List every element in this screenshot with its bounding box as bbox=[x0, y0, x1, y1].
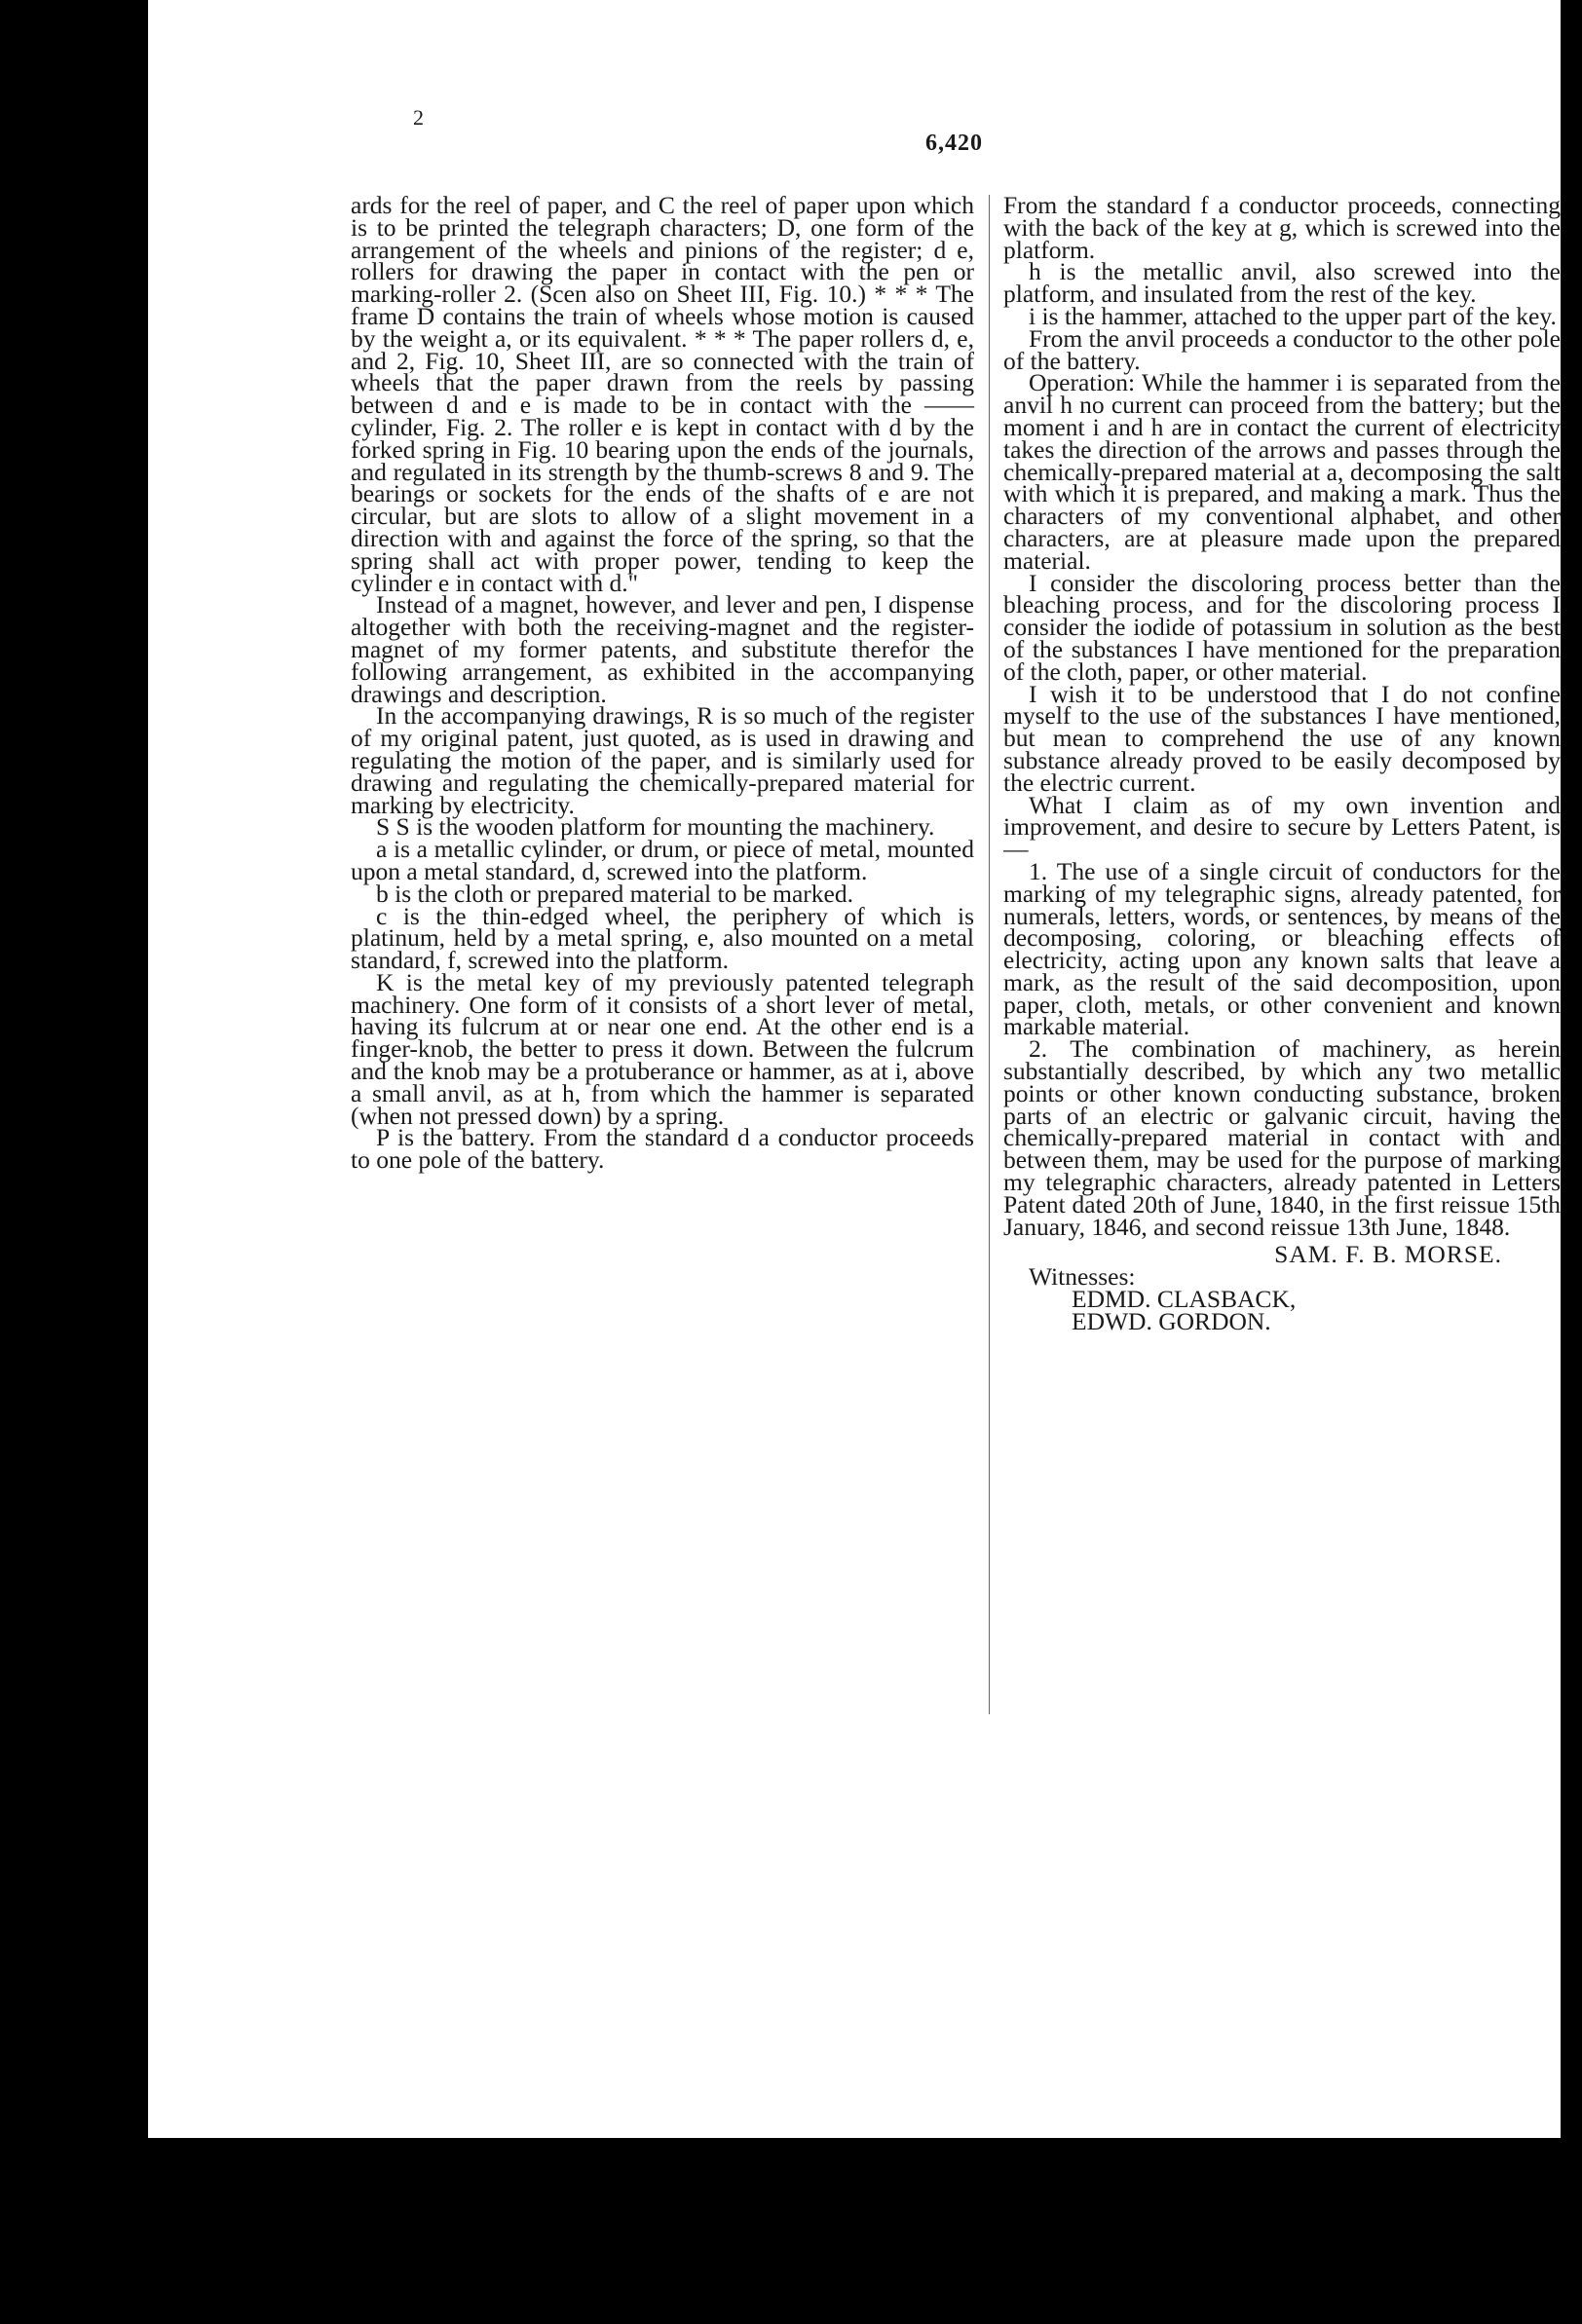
left-column bbox=[351, 191, 974, 1175]
right-column bbox=[1003, 195, 1561, 1333]
paragraph: From the anvil proceeds a conductor to the other pole of the battery. bbox=[1003, 323, 1561, 375]
paragraph: P is the battery. From the standard d a conductor proceeds to one pole of the battery. bbox=[351, 1123, 974, 1175]
witnesses-label: Witnesses: bbox=[1029, 1262, 1136, 1292]
paragraph: From the standard f a conductor proceeds, connecting with the back of the key at g, which is screwed into the platform. bbox=[1003, 195, 1561, 264]
patent-number: 6,420 bbox=[925, 131, 983, 156]
claim-1: 1. The use of a single circuit of conductors for the marking of my telegraphic signs, already patented, for numerals, letters, words, or sentences, by means of the decomposing, coloring, or bleaching effects of electricity, acting upon any known salts that leave a mark, as the result of the said decomposition, upon paper, cloth, metals, or other convenient and known markable material. bbox=[1003, 856, 1561, 1041]
witness-name: EDWD. GORDON. bbox=[1072, 1306, 1271, 1333]
witness-name: EDMD. CLASBACK, bbox=[1072, 1285, 1297, 1314]
inventor-signature: SAM. F. B. MORSE. bbox=[1274, 1240, 1502, 1269]
paragraph: Operation: While the hammer i is separated from the anvil h no current can proceed from the battery; but the moment i and h are in contact the current of electricity takes the direction of the arrows and passes through the chemically-prepared material at a, decomposing the salt with which it is prepared, and making a mark. Thus the characters of my conventional alphabet, and other characters, are at pleasure made upon the prepared material. bbox=[1003, 368, 1561, 575]
paragraph: I wish it to be understood that I do not confine myself to the use of the substances I have mentioned, but mean to comprehend the use of any known substance already proved to be easily decomposed by the electric current. bbox=[1003, 679, 1561, 797]
paragraph: i is the hammer, attached to the upper part of the key. bbox=[1029, 301, 1557, 330]
paragraph: What I claim as of my own invention and improvement, and desire to secure by Letters Patent, is— bbox=[1003, 790, 1561, 864]
claim-2: 2. The combination of machinery, as herein substantially described, by which any two metallic points or other known conducting substance, broken parts of an electric or galvanic circuit, having the chemically-prepared material in contact with and between them, may be used for the purpose of marking my telegraphic characters, already patented in Letters Patent dated 20th of June, 1840, in the first reissue 15th January, 1846, and second reissue 13th June, 1848. bbox=[1003, 1034, 1561, 1241]
paragraph: b is the cloth or prepared material to be marked. bbox=[376, 879, 853, 908]
scan-border-bottom bbox=[148, 2138, 1561, 2324]
paragraph: K is the metal key of my previously patented telegraph machinery. One form of it consists of a short lever of metal, having its fulcrum at or near one end. At the other end is a finger-knob, the better to press it down. Between the fulcrum and the knob may be a protuberance or hammer, as at i, above a small anvil, as at h, from which the hammer is separated (when not pressed down) by a spring. bbox=[351, 967, 974, 1130]
scan-border-right bbox=[1561, 0, 1582, 2324]
paragraph: S S is the wooden platform for mounting the machinery. bbox=[376, 812, 935, 842]
paragraph: a is a metallic cylinder, or drum, or piece of metal, mounted upon a metal standard, d, screwed into the platform. bbox=[351, 835, 974, 885]
paragraph: I consider the discoloring process better than the bleaching process, and for the discoloring process I consider the iodide of potassium in solution as the best of the substances I have mentioned for the preparation of the cloth, paper, or other material. bbox=[1003, 568, 1561, 686]
paragraph: h is the metallic anvil, also screwed into the platform, and insulated from the rest of the key. bbox=[1003, 257, 1561, 309]
paragraph: In the accompanying drawings, R is so much of the register of my original patent, just quoted, as is used in drawing and regulating the motion of the paper, and is similarly used for drawing and regulating the chemically-prepared material for marking by electricity. bbox=[351, 701, 974, 819]
paragraph: c is the thin-edged wheel, the periphery of which is platinum, held by a metal spring, e, also mounted on a metal standard, f, screwed into the platform. bbox=[351, 901, 974, 975]
scan-border-left bbox=[0, 0, 148, 2324]
page-number: 2 bbox=[413, 105, 424, 130]
paragraph: Instead of a magnet, however, and lever and pen, I dispense altogether with both the receiving-magnet and the register-magnet of my former patents, and substitute therefor the following arrangement, as exhibited in the accompanying drawings and description. bbox=[351, 590, 974, 708]
column-divider bbox=[989, 195, 990, 1714]
paragraph: ards for the reel of paper, and C the reel of paper upon which is to be printed the telegraph characters; D, one form of the arrangement of the wheels and pinions of the register; d e, rollers for drawing the paper in contact with the pen or marking-roller 2. (Scen also on Sheet III, Fig. 10.) * * * The frame D contains the train of wheels whose motion is caused by the weight a, or its equivalent. * * * The paper rollers d, e, and 2, Fig. 10, Sheet III, are so connected with the train of wheels that the paper drawn from the reels by passing between d and e is made to be in contact with the —— cylinder, Fig. 2. The roller e is kept in contact with d by the forked spring in Fig. 10 bearing upon the ends of the journals, and regulated in its strength by the thumb-screws 8 and 9. The bearings or sockets for the ends of the shafts of e are not circular, but are slots to allow of a slight movement in a direction with and against the force of the spring, so that the spring shall act with proper power, tending to keep the cylinder e in contact with d." bbox=[351, 191, 974, 597]
